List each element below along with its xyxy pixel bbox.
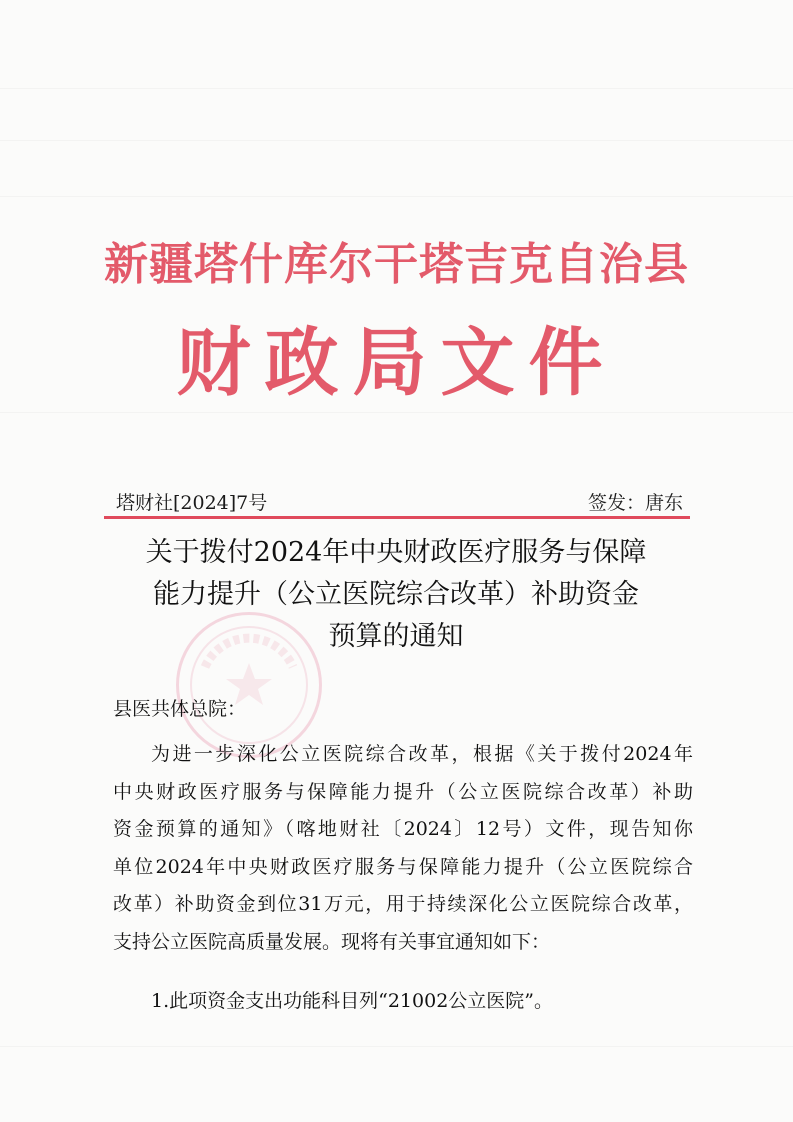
- body-line: 为进一步深化公立医院综合改革，根据《关于拨付2024年: [151, 743, 693, 765]
- body-paragraph: [113, 736, 693, 962]
- red-divider-line: [104, 516, 690, 519]
- title-line: 能力提升（公立医院综合改革）补助资金: [153, 579, 639, 610]
- issuer-name: 新疆塔什库尔干塔吉克自治县: [104, 239, 689, 290]
- scan-artifact: [0, 140, 793, 141]
- title-line: 预算的通知: [328, 621, 464, 652]
- body-line: 改革）补助资金到位31万元，用于持续深化公立医院综合改革，: [113, 893, 693, 916]
- recipient: 县医共体总院：: [113, 698, 247, 720]
- scan-artifact: [0, 196, 793, 197]
- body-line: 单位2024年中央财政医疗服务与保障能力提升（公立医院综合: [113, 855, 693, 878]
- body-line: 支持公立医院高质量发展。现将有关事宜通知如下：: [113, 930, 551, 953]
- list-item: 1.此项资金支出功能科目列“21002公立医院”。: [151, 990, 553, 1012]
- body-line: 中央财政医疗服务与保障能力提升（公立医院综合改革）补助: [113, 780, 693, 803]
- scan-artifact: [0, 1046, 793, 1047]
- scan-artifact: [0, 88, 793, 89]
- signer: 签发：唐东: [587, 492, 683, 514]
- title-line: 关于拨付2024年中央财政医疗服务与保障: [145, 537, 647, 568]
- scan-artifact: [0, 412, 793, 413]
- document-number: 塔财社[2024]7号: [116, 492, 268, 514]
- document-type-heading: 财政局文件: [176, 320, 617, 406]
- body-line: 资金预算的通知》（喀地财社〔2024〕12号）文件，现告知你: [113, 818, 693, 841]
